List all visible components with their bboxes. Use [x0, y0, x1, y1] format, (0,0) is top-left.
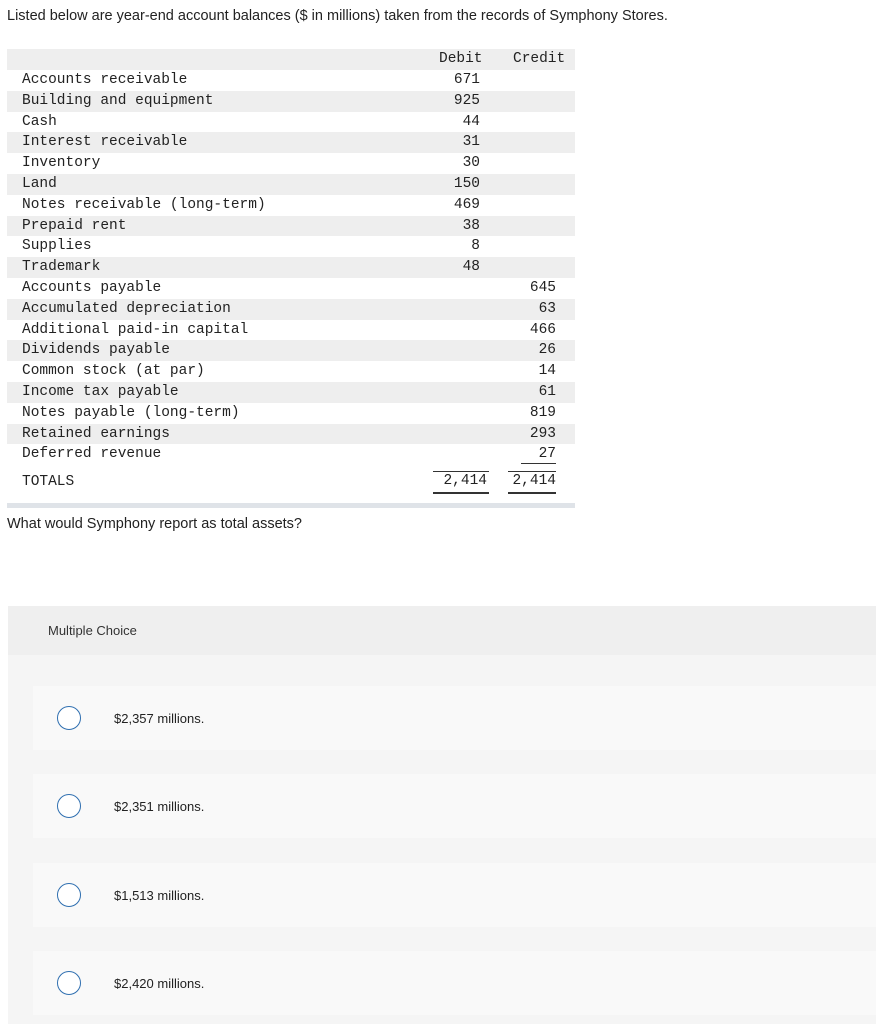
- table-row: [7, 424, 575, 445]
- totals-label: TOTALS: [22, 474, 75, 491]
- credit-column-header: Credit: [513, 51, 566, 67]
- choice-option-1[interactable]: [33, 686, 876, 750]
- account-name: Land: [22, 175, 57, 192]
- account-name: Prepaid rent: [22, 217, 127, 234]
- table-row: [7, 361, 575, 382]
- table-row: [7, 216, 575, 237]
- credit-value: 27: [521, 446, 556, 464]
- debit-value: 150: [453, 175, 480, 192]
- choice-option-4[interactable]: [33, 951, 876, 1015]
- debit-value: 31: [462, 134, 480, 151]
- account-name: Common stock (at par): [22, 363, 205, 380]
- table-row: [7, 382, 575, 403]
- credit-value: 819: [529, 404, 556, 421]
- choice-label: $1,513 millions.: [114, 888, 205, 903]
- choice-label: $2,420 millions.: [114, 976, 205, 991]
- multiple-choice-header: [8, 606, 876, 655]
- choice-label: $2,357 millions.: [114, 711, 205, 726]
- multiple-choice-panel: [8, 606, 876, 1024]
- table-row: [7, 236, 575, 257]
- total-debit-value: 2,414: [433, 471, 489, 494]
- account-name: Additional paid-in capital: [22, 321, 249, 338]
- debit-value: 671: [453, 72, 480, 88]
- account-name: Deferred revenue: [22, 446, 162, 463]
- table-row: [7, 340, 575, 361]
- account-name: Cash: [22, 113, 57, 130]
- account-name: Accumulated depreciation: [22, 300, 231, 317]
- account-name: Trademark: [22, 259, 101, 276]
- choice-option-2[interactable]: [33, 774, 876, 838]
- credit-value: 63: [538, 300, 556, 317]
- credit-value: 14: [538, 363, 556, 380]
- account-name: Interest receivable: [22, 134, 188, 151]
- choice-label: $2,351 millions.: [114, 799, 205, 814]
- account-name: Inventory: [22, 155, 101, 172]
- debit-value: 38: [462, 217, 480, 234]
- debit-value: 44: [462, 113, 480, 130]
- radio-button[interactable]: [57, 706, 81, 730]
- credit-value: 645: [529, 279, 556, 296]
- intro-text: Listed below are year-end account balances ($ in millions) taken from the records of Symphony Stores.: [7, 8, 668, 24]
- table-row: [7, 257, 575, 278]
- table-row: [7, 91, 575, 112]
- credit-value: 61: [538, 383, 556, 400]
- account-name: Building and equipment: [22, 92, 214, 109]
- account-name: Retained earnings: [22, 425, 170, 442]
- credit-value: 293: [529, 425, 556, 442]
- table-row: [7, 278, 575, 299]
- table-row: [7, 299, 575, 320]
- account-name: Dividends payable: [22, 342, 170, 359]
- table-row: [7, 132, 575, 153]
- account-name: Notes payable (long-term): [22, 404, 240, 421]
- debit-column-header: Debit: [439, 51, 483, 67]
- multiple-choice-title: Multiple Choice: [48, 623, 137, 638]
- table-row: [7, 153, 575, 174]
- totals-row: [7, 465, 575, 495]
- account-name: Notes receivable (long-term): [22, 196, 266, 213]
- table-row: [7, 70, 575, 91]
- table-footer-divider: [7, 503, 575, 508]
- debit-value: 30: [462, 155, 480, 172]
- table-row: [7, 112, 575, 133]
- table-row: [7, 403, 575, 424]
- radio-button[interactable]: [57, 883, 81, 907]
- debit-value: 48: [462, 259, 480, 276]
- radio-button[interactable]: [57, 971, 81, 995]
- table-row: [7, 195, 575, 216]
- account-balances-table: [7, 49, 575, 508]
- table-header: [7, 49, 575, 70]
- credit-value: 26: [538, 342, 556, 359]
- debit-value: 469: [453, 196, 480, 213]
- choice-option-3[interactable]: [33, 863, 876, 927]
- table-row: [7, 174, 575, 195]
- account-name: Supplies: [22, 238, 92, 255]
- question-text: What would Symphony report as total assets?: [7, 516, 302, 532]
- credit-value: 466: [529, 321, 556, 338]
- table-row: [7, 320, 575, 341]
- debit-value: 925: [453, 92, 480, 109]
- account-name: Accounts receivable: [22, 72, 188, 88]
- debit-value: 8: [471, 238, 480, 255]
- account-name: Income tax payable: [22, 383, 179, 400]
- radio-button[interactable]: [57, 794, 81, 818]
- total-credit-value: 2,414: [508, 471, 556, 494]
- table-row: [7, 444, 575, 465]
- account-name: Accounts payable: [22, 279, 162, 296]
